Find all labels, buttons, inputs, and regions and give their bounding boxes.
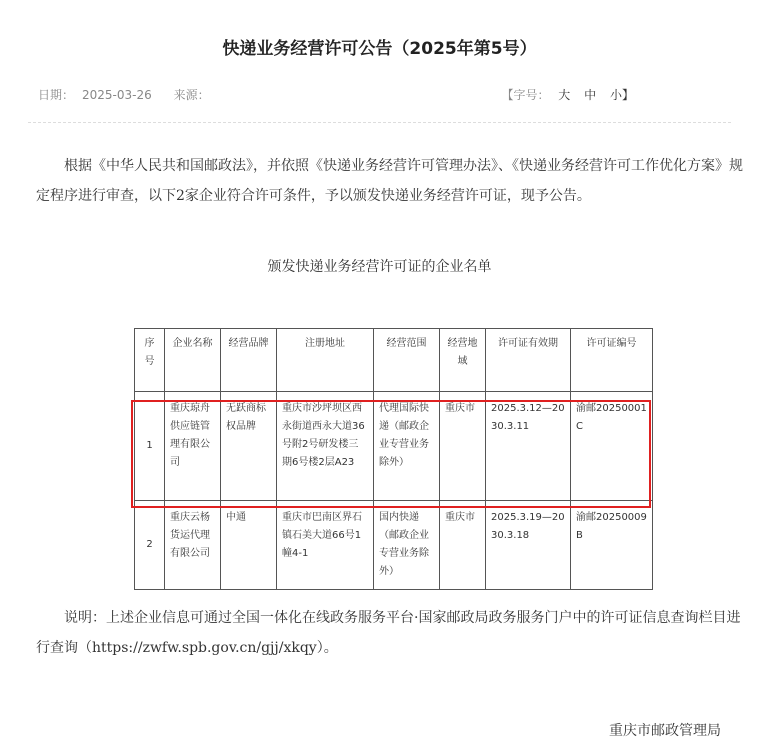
company-name: 重庆琼舟供应链管理有限公司	[165, 392, 221, 501]
business-region: 重庆市	[440, 392, 486, 501]
business-scope: 代理国际快递（邮政企业专营业务除外）	[374, 392, 440, 501]
page-title: 快递业务经营许可公告（2025年第5号）	[222, 39, 537, 59]
brand: 中通	[221, 501, 277, 590]
row-number: 2	[135, 501, 165, 590]
signature: 重庆市邮政管理局	[609, 723, 721, 739]
font-size-small-button[interactable]: 小】	[609, 88, 634, 102]
table-row	[135, 501, 653, 590]
business-scope: 国内快递（邮政企业专营业务除外）	[374, 501, 440, 590]
brand: 无跃商标权品牌	[221, 392, 277, 501]
business-region: 重庆市	[440, 501, 486, 590]
source-label: 来源：	[173, 88, 210, 102]
header-cell: 经营地域	[440, 329, 486, 392]
row-number: 1	[135, 392, 165, 501]
license-validity: 2025.3.12—2030.3.11	[486, 392, 571, 501]
font-size-medium-button[interactable]: 中	[584, 88, 597, 102]
registered-address: 重庆市沙坪坝区西永街道西永大道36号附2号研发楼三期6号楼2层A23	[277, 392, 374, 501]
license-number: 渝邮20250001C	[571, 392, 653, 501]
license-table	[134, 328, 653, 590]
publish-date: 2025-03-26	[82, 88, 152, 102]
intro-paragraph: 根据《中华人民共和国邮政法》，并依照《快递业务经营许可管理办法》、《快递业务经营许可工作优化方案》规定程序进行审查，以下2家企业符合许可条件，予以颁发快递业务经营许可证，现予公告。	[36, 158, 743, 204]
header-cell: 许可证有效期	[486, 329, 571, 392]
license-number: 渝邮20250009B	[571, 501, 653, 590]
font-size-switcher	[501, 86, 639, 103]
header-cell: 许可证编号	[571, 329, 653, 392]
company-name: 重庆云杨货运代理有限公司	[165, 501, 221, 590]
font-size-large-button[interactable]: 大	[558, 88, 571, 102]
date-label: 日期：	[38, 88, 75, 102]
font-size-label: 【字号：	[501, 88, 550, 102]
table-title: 颁发快递业务经营许可证的企业名单	[267, 259, 492, 275]
license-validity: 2025.3.19—2030.3.18	[486, 501, 571, 590]
registered-address: 重庆市巴南区界石镇石美大道66号1幢4-1	[277, 501, 374, 590]
header-cell: 企业名称	[165, 329, 221, 392]
header-cell: 注册地址	[277, 329, 374, 392]
header-cell: 经营范围	[374, 329, 440, 392]
header-cell: 经营品牌	[221, 329, 277, 392]
note-paragraph: 说明：上述企业信息可通过全国一体化在线政务服务平台·国家邮政局政务服务门户中的许可证信息查询栏目进行查询（https://zwfw.spb.gov.cn/gjj/xkqy）。	[36, 610, 741, 656]
header-cell: 序号	[135, 329, 165, 392]
divider	[28, 122, 731, 123]
article-meta	[38, 86, 218, 103]
table-header-row	[135, 329, 653, 392]
table-row	[135, 392, 653, 501]
